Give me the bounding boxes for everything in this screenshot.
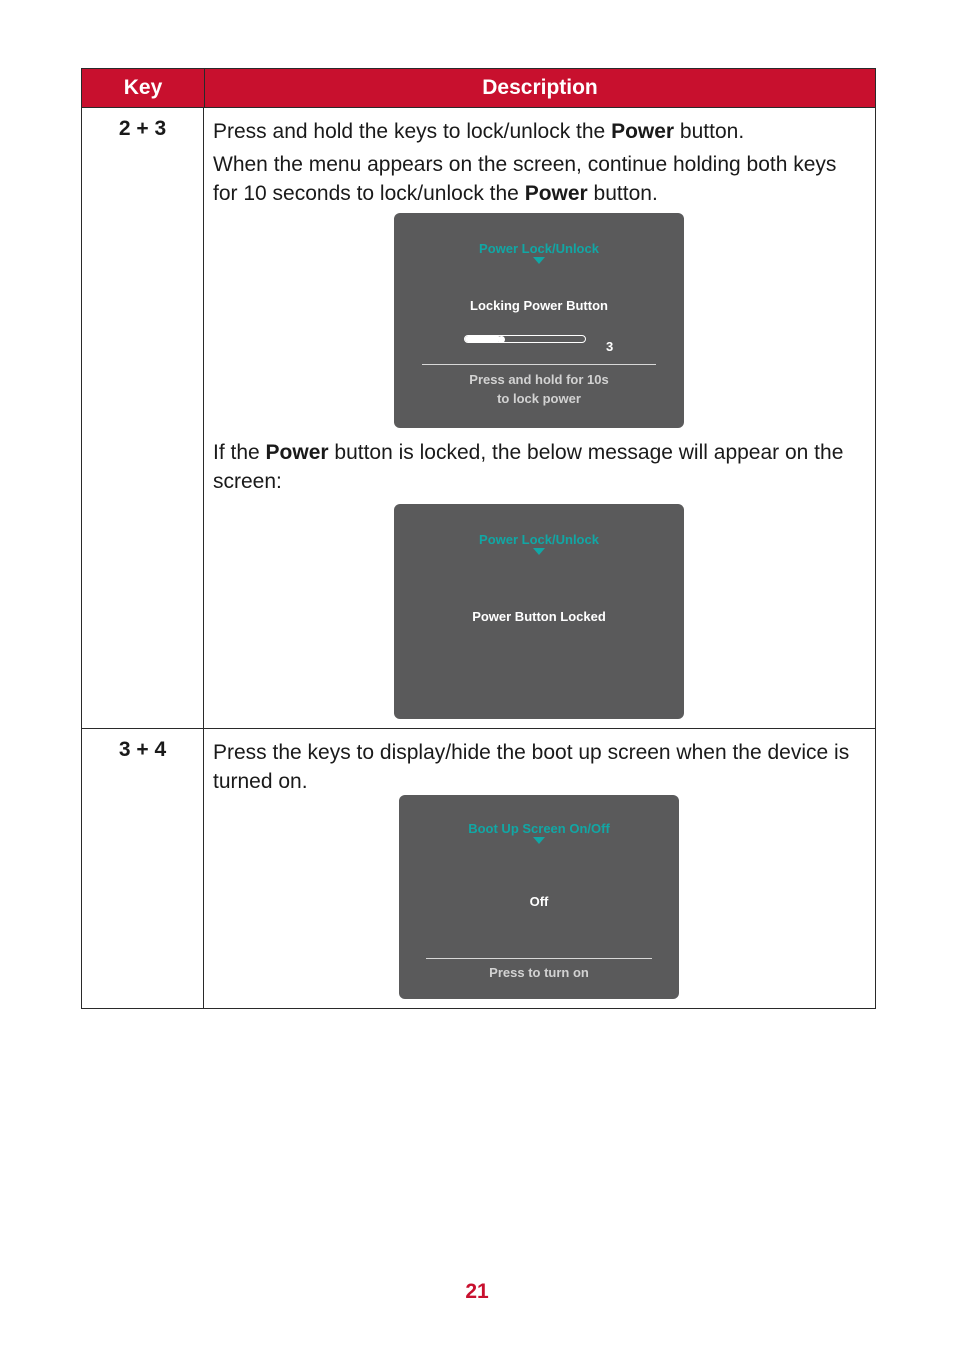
description-cell <box>204 108 875 728</box>
osd-message: Locking Power Button <box>470 298 608 313</box>
osd-footer: Press to turn on <box>489 965 589 980</box>
text-run: When the menu appears on the screen, continue holding both keys for 10 seconds to lock/unlock the <box>213 153 837 205</box>
triangle-down-icon <box>533 257 545 264</box>
header-key: Key <box>82 69 205 107</box>
bold-power: Power <box>524 182 588 205</box>
bold-power: Power <box>265 441 329 464</box>
triangle-down-icon <box>533 837 545 844</box>
osd-footer-line: Press and hold for 10s <box>469 372 609 387</box>
osd-footer-line: to lock power <box>497 391 581 406</box>
text-run: button. <box>587 182 658 205</box>
osd-divider <box>426 958 652 959</box>
osd-title: Power Lock/Unlock <box>479 241 599 256</box>
key-combo-2-3: 2 + 3 <box>82 108 204 728</box>
osd-power-button-locked <box>394 504 684 719</box>
osd-divider <box>422 364 656 365</box>
lock-progress-slider <box>464 335 586 343</box>
page-number: 21 <box>465 1280 489 1303</box>
osd-boot-up-screen <box>399 795 679 999</box>
paragraph-hold-instructions <box>213 150 865 208</box>
osd-message: Power Button Locked <box>472 609 606 624</box>
header-description: Description <box>482 76 598 99</box>
paragraph-locked-message <box>213 438 865 496</box>
key-combo-3-4: 3 + 4 <box>82 729 204 1008</box>
text-run: Press and hold the keys to lock/unlock the <box>213 120 612 143</box>
text-run: If the <box>213 441 266 464</box>
description-cell <box>204 729 875 1008</box>
table-row <box>82 729 875 1008</box>
osd-title: Boot Up Screen On/Off <box>468 821 610 836</box>
text-run: button. <box>674 120 745 143</box>
osd-message: Off <box>529 894 549 909</box>
table-row <box>82 108 875 729</box>
triangle-down-icon <box>533 548 545 555</box>
table-header <box>82 69 875 108</box>
paragraph-boot-screen: Press the keys to display/hide the boot up screen when the device is turned on. <box>213 741 850 793</box>
slider-value: 3 <box>606 339 614 354</box>
slider-fill <box>465 336 501 342</box>
osd-power-lock-progress <box>394 213 684 428</box>
bold-power: Power <box>611 120 675 143</box>
slider-knob <box>498 336 505 343</box>
key-description-table <box>81 68 876 1009</box>
paragraph-lock-intro <box>213 117 865 146</box>
text-run: button is locked, the below message will appear on the screen: <box>213 441 844 493</box>
osd-title: Power Lock/Unlock <box>479 532 599 547</box>
osd-footer <box>394 370 684 408</box>
